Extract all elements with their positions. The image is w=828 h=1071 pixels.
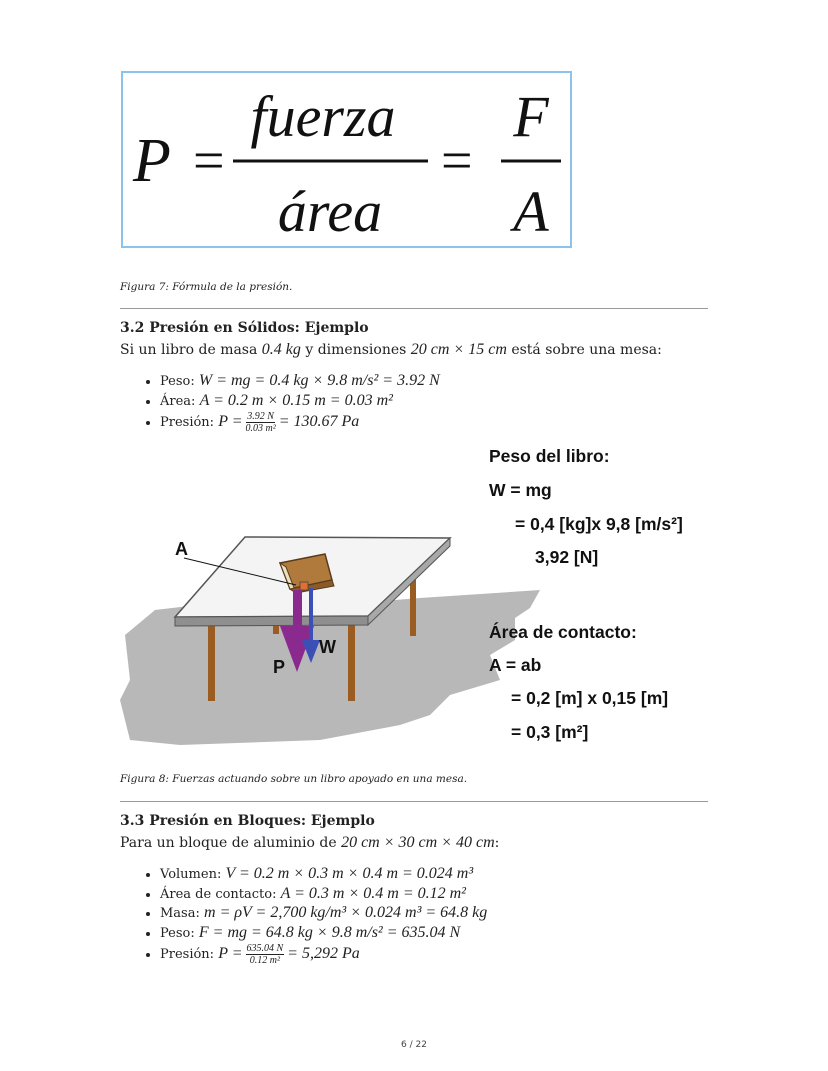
intro-mass: 0.4 kg: [261, 341, 301, 358]
intro-text-mid: y dimensiones: [305, 342, 407, 358]
section-3-2-list: [120, 372, 440, 434]
intro-dims: 20 cm × 15 cm: [410, 341, 507, 358]
formula-lhs: P: [133, 127, 171, 195]
label-w-eq: W = mg: [489, 480, 552, 500]
list-item-presion: • Presión: P = $\frac{635.04 N}{\text{0.12 m²}}$ = 5,292 Pa: [160, 943, 487, 966]
section-3-2-title: 3.2 Presión en Sólidos: Ejemplo: [120, 320, 369, 336]
label-area-title: Área de contacto:: [489, 622, 637, 642]
label-point-a: A: [175, 539, 188, 559]
section-3-3-title: 3.3 Presión en Bloques: Ejemplo: [120, 813, 375, 829]
pressure-formula-svg: [123, 73, 570, 246]
intro-text-pre: Si un libro de masa: [120, 342, 258, 358]
label-w-result: 3,92 [N]: [535, 547, 599, 567]
formula-den-word: área: [277, 179, 383, 244]
list-item-peso: • Peso: W = mg = 0.4 kg × 9.8 m/s² = 3.92 N: [160, 372, 440, 392]
section-3-3-list: [120, 865, 487, 966]
label-peso-title: Peso del libro:: [489, 446, 610, 466]
list-item-volumen: • Volumen: V = 0.2 m × 0.3 m × 0.4 m = 0.024 m³: [160, 865, 487, 885]
table-leg-front-left: [208, 625, 215, 701]
table-front-edge: [175, 616, 368, 626]
pressure-formula-image: [121, 71, 572, 248]
figure-7-caption: Figura 7: Fórmula de la presión.: [120, 281, 293, 293]
label-a-calc: = 0,2 [m] x 0,15 [m]: [511, 688, 669, 708]
label-w-calc: = 0,4 [kg]x 9,8 [m/s²]: [515, 514, 683, 534]
figure-8-caption: Figura 8: Fuerzas actuando sobre un libro apoyado en una mesa.: [120, 773, 468, 785]
list-item-presion: • Presión: P = $\frac{3.92 N}{\text{0.03 m²}}$ = 130.67 Pa: [160, 411, 440, 434]
pressure-fraction: $\frac{3.92 N}{\text{0.03 m²}}$: [245, 411, 276, 434]
label-a-result: = 0,3 [m²]: [511, 722, 589, 742]
intro-text-post: :: [494, 835, 500, 851]
intro-text-post: está sobre una mesa:: [511, 342, 662, 358]
table-leg-front-right: [348, 625, 355, 701]
page-number: 6 / 22: [401, 1040, 427, 1050]
divider-2: [120, 801, 708, 802]
label-arrow-w: W: [319, 637, 336, 657]
formula-den-sym: A: [513, 179, 549, 244]
arrow-w-shaft: [309, 588, 313, 642]
formula-eq-2: =: [441, 130, 473, 192]
section-3-3-intro: [120, 834, 499, 852]
formula-num-word: fuerza: [250, 84, 396, 149]
label-a-eq: A = ab: [489, 655, 542, 675]
list-item-peso: • Peso: F = mg = 64.8 kg × 9.8 m/s² = 635.04 N: [160, 924, 487, 944]
contact-area-marker: [300, 582, 308, 590]
arrow-p-shaft: [293, 590, 302, 630]
formula-num-sym: F: [513, 84, 549, 149]
formula-eq-1: =: [193, 130, 225, 192]
book-on-table-figure: [120, 440, 720, 760]
intro-dims: 20 cm × 30 cm × 40 cm: [341, 834, 495, 851]
list-item-area-contacto: • Área de contacto: A = 0.3 m × 0.4 m = 0.12 m²: [160, 885, 487, 905]
pressure-fraction: $\frac{635.04 N}{\text{0.12 m²}}$: [246, 943, 284, 966]
divider-1: [120, 308, 708, 309]
list-item-masa: • Masa: m = ρV = 2,700 kg/m³ × 0.024 m³ = 64.8 kg: [160, 904, 487, 924]
intro-text-pre: Para un bloque de aluminio de: [120, 835, 337, 851]
label-arrow-p: P: [273, 657, 286, 677]
section-3-2-intro: [120, 341, 662, 359]
list-item-area: • Área: A = 0.2 m × 0.15 m = 0.03 m²: [160, 392, 440, 412]
